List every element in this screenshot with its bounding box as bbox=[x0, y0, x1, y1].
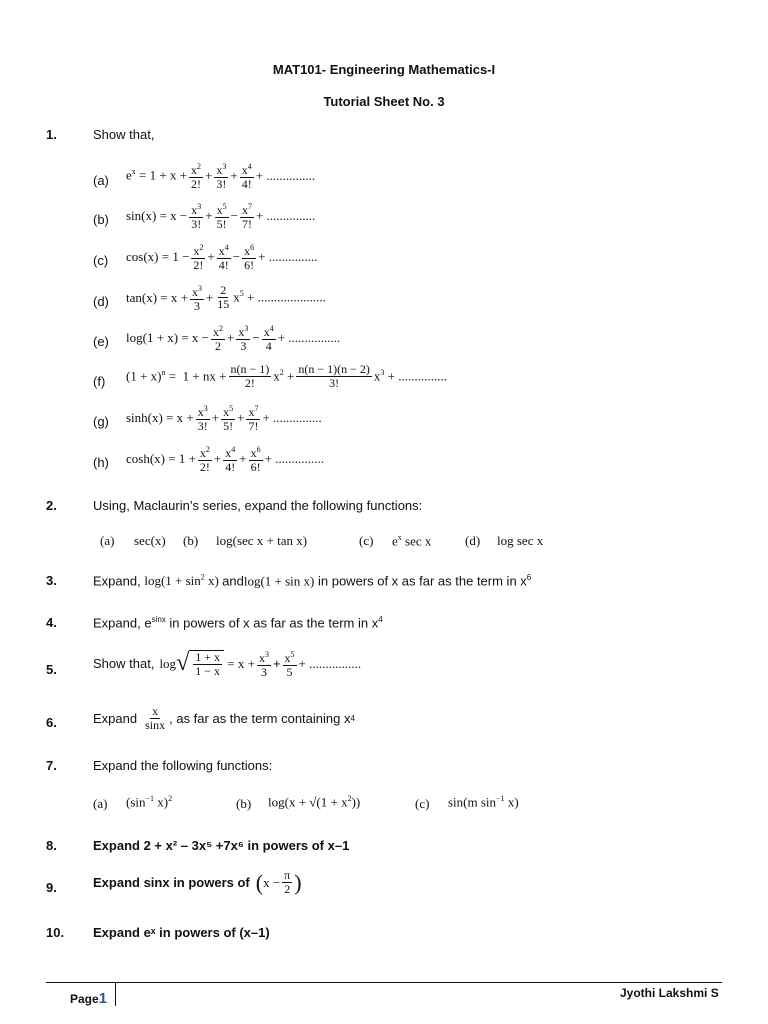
course-title: MAT101- Engineering Mathematics-I bbox=[272, 62, 496, 77]
question-number: 3. bbox=[46, 573, 57, 588]
part-label: (b) bbox=[183, 533, 199, 548]
dots: ............... bbox=[266, 207, 316, 223]
question-number: 2. bbox=[46, 498, 57, 513]
question-number: 9. bbox=[46, 880, 57, 895]
part-label: (b) bbox=[236, 796, 252, 811]
series-sin: sin(x) = x − $\frac{x^3}{3!}$ + $\frac{x^5}{5!}$ − $\frac{x^7}{7!}$ + ............... bbox=[126, 202, 316, 231]
question-number: 8. bbox=[46, 838, 57, 853]
question-text: Expand, $\log(1 + \sin^2 x)$ andlog(1 + sin x) in powers of x as far as the term in $x^6$ bbox=[93, 573, 532, 589]
part-label: (f) bbox=[93, 374, 106, 389]
function-expression: log sec x bbox=[497, 533, 544, 548]
series-cos: cos(x) = 1 − $\frac{x^2}{2!}$ + $\frac{x^4}{4!}$ − $\frac{x^6}{6!}$ + ............... bbox=[126, 243, 318, 272]
function-expression: sec(x) bbox=[134, 533, 166, 548]
series-cosh: cosh(x) = 1 + $\frac{x^2}{2!}$ + $\frac{x^4}{4!}$ + $\frac{x^6}{6!}$ + ............... bbox=[126, 445, 324, 474]
dots: ............... bbox=[266, 167, 316, 183]
part-label: (g) bbox=[93, 414, 109, 429]
series-log: log(1 + x) = x − $\frac{x^2}{2}$ + $\frac{x^3}{3}$ − $\frac{x^4}{4}$ + ................ bbox=[126, 324, 341, 353]
author-name: Jyothi Lakshmi S bbox=[620, 986, 719, 1000]
question-text: Expand sinx in powers of ( x − $\frac{\pi}{2}$ ) bbox=[93, 868, 302, 896]
part-label: (c) bbox=[93, 253, 109, 268]
part-label: (a) bbox=[93, 796, 108, 811]
part-label: (a) bbox=[93, 173, 109, 188]
question-text: Expand, $e^{sinx}$ in powers of x as far as the term in $x^4$ bbox=[93, 615, 383, 631]
part-label: (c) bbox=[415, 796, 430, 811]
dots: ............... bbox=[268, 248, 318, 264]
question-text: Expand the following functions: bbox=[93, 758, 273, 773]
series-exp: $e^x = 1 + x$ + $\frac{x^2}{2!}$ + $\frac{x^3}{3!}$ + $\frac{x^4}{4!}$ + ............... bbox=[126, 162, 316, 191]
question-number: 6. bbox=[46, 715, 57, 730]
part-label: (a) bbox=[100, 533, 115, 548]
function-expression: ($\sin^{-1}$ x)$^2$ bbox=[126, 794, 173, 810]
footer-divider bbox=[115, 982, 116, 1006]
function-expression: log(sec x + tan x) bbox=[216, 533, 308, 548]
question-text: Show that, log √ $\frac{1 + x}{1 - x}$ = x + $\frac{x^3}{3}$ + $\frac{x^5}{5}$ + ................ bbox=[93, 649, 362, 679]
question-text: Expand 2 + x² – 3x⁵ +7x⁶ in powers of x–1 bbox=[93, 838, 350, 853]
series-tan: tan(x) = x + $\frac{x^3}{3}$ + $\frac{2}{15}$ $x^5$ + ..................... bbox=[126, 283, 326, 313]
question-number: 5. bbox=[46, 662, 57, 677]
question-text: Expand $\frac{x}{\sin x}$ , as far as the term containing x 4 bbox=[93, 704, 355, 732]
function-expression: $\log(x + √(1 + x^2))$ bbox=[268, 794, 361, 810]
series-binomial: $(1 + x)^n = 1$ + nx + $\frac{n(n - 1)}{2!}$ $x^2$ + $\frac{n(n - 1)(n - 2)}{3!}$ $x^3$ + ............... bbox=[126, 362, 447, 390]
page-number: 1 bbox=[98, 990, 108, 1007]
question-number: 10. bbox=[46, 925, 65, 940]
question-text: Show that, bbox=[93, 127, 155, 142]
function-expression: sin(m $\sin^{-1} x$) bbox=[448, 794, 519, 810]
part-label: (b) bbox=[93, 212, 109, 227]
question-number: 7. bbox=[46, 758, 57, 773]
sheet-title: Tutorial Sheet No. 3 bbox=[323, 94, 445, 109]
part-label: (e) bbox=[93, 334, 109, 349]
part-label: (c) bbox=[359, 533, 374, 548]
question-text: Using, Maclaurin’s series, expand the following functions: bbox=[93, 498, 423, 513]
footer-rule bbox=[46, 982, 722, 983]
function-expression: $e^x$ sec x bbox=[392, 533, 432, 549]
part-label: (h) bbox=[93, 455, 109, 470]
series-sinh: sinh(x) = x + $\frac{x^3}{3!}$ + $\frac{x^5}{5!}$ + $\frac{x^7}{7!}$ + ............... bbox=[126, 404, 322, 433]
part-label: (d) bbox=[465, 533, 481, 548]
question-number: 4. bbox=[46, 615, 57, 630]
dots: ............... bbox=[275, 450, 324, 466]
dots: ............... bbox=[273, 409, 322, 425]
question-number: 1. bbox=[46, 127, 57, 142]
part-label: (d) bbox=[93, 294, 109, 309]
page-indicator: Page1 bbox=[70, 990, 108, 1007]
question-text: Expand eˣ in powers of (x–1) bbox=[93, 925, 270, 940]
